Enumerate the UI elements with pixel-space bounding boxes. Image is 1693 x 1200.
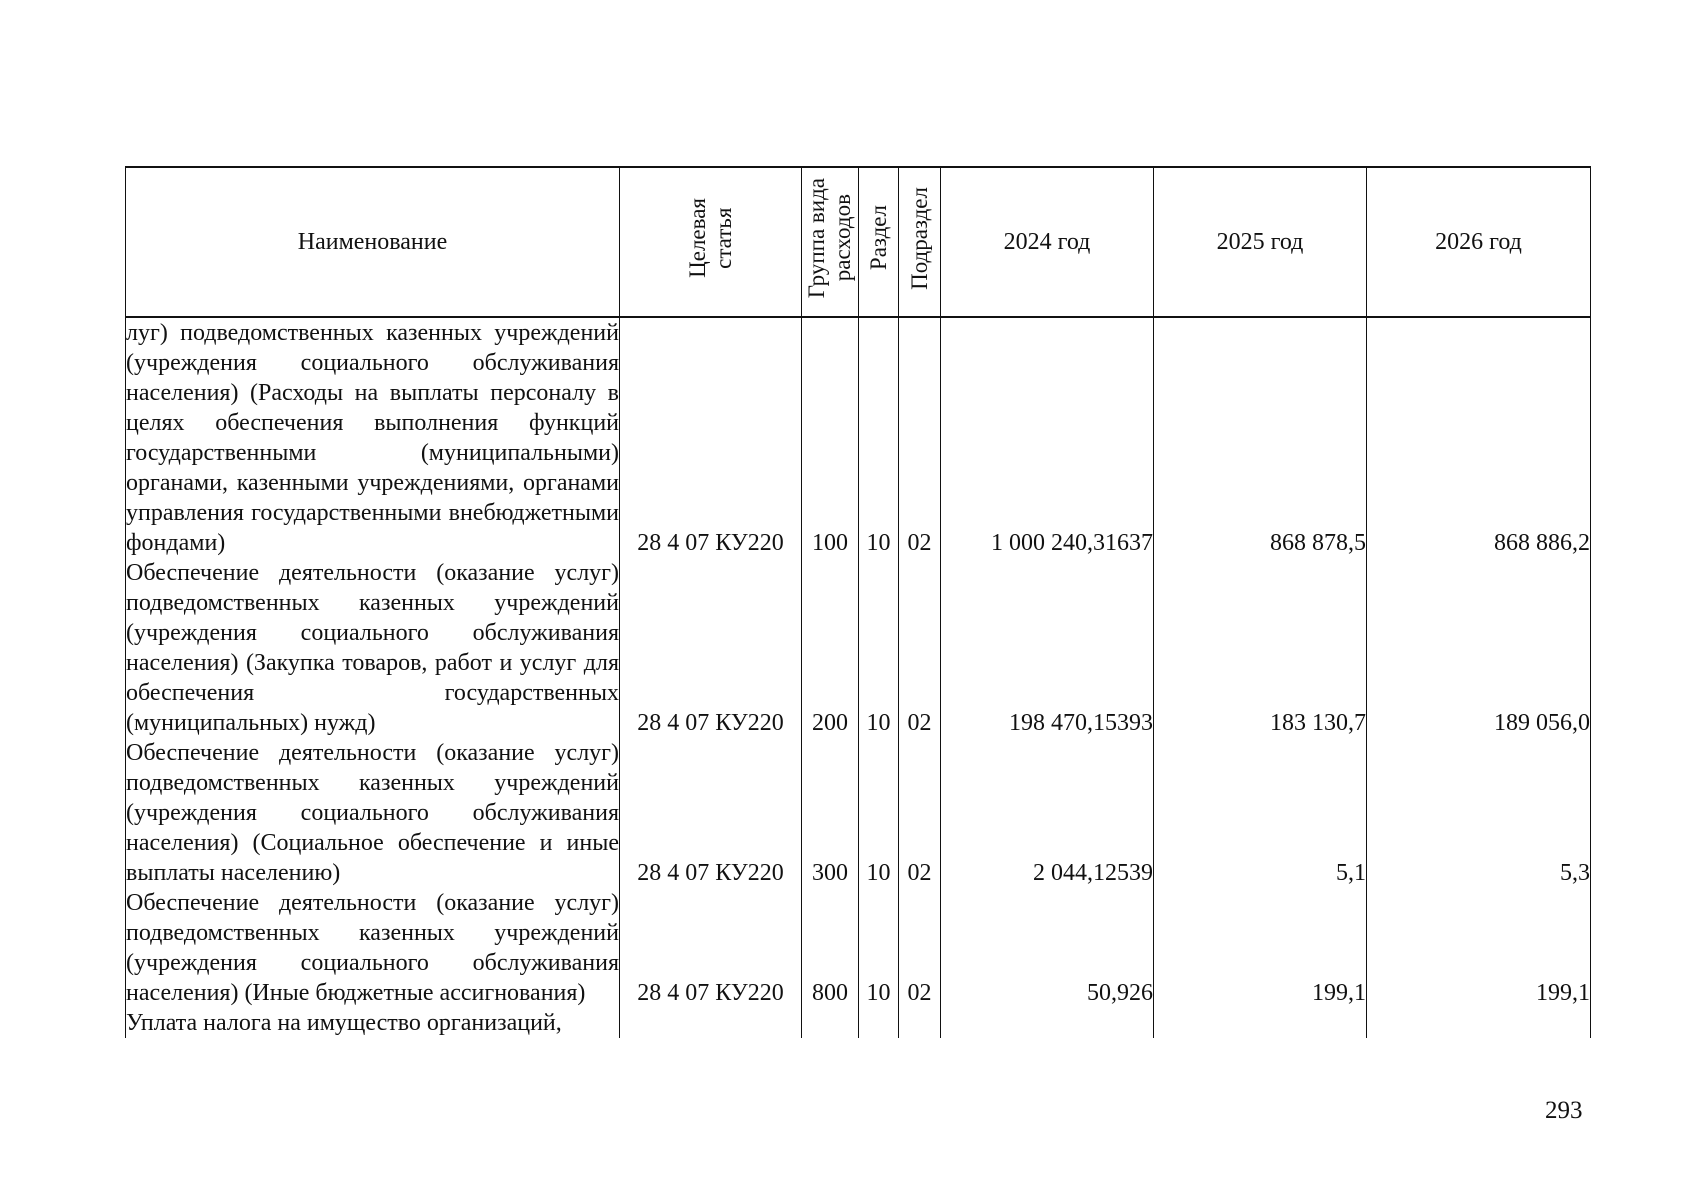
row-subsection: 02 xyxy=(899,888,941,1008)
table-header xyxy=(126,167,1591,317)
row-expense-group: 300 xyxy=(802,738,859,888)
row-value-2024: 2 044,12539 xyxy=(941,738,1154,888)
row-value-2024 xyxy=(941,1008,1154,1038)
header-target-article: Целевая статья xyxy=(620,167,802,317)
row-section: 10 xyxy=(859,558,899,738)
header-expense-group: Группа вида расходов xyxy=(802,167,859,317)
row-section xyxy=(859,1008,899,1038)
row-value-2024: 50,926 xyxy=(941,888,1154,1008)
row-subsection xyxy=(899,1008,941,1038)
header-section: Раздел xyxy=(859,167,899,317)
header-year-2025: 2025 год xyxy=(1154,167,1367,317)
table-row xyxy=(126,738,1591,888)
row-expense-group: 800 xyxy=(802,888,859,1008)
row-subsection: 02 xyxy=(899,317,941,558)
row-section: 10 xyxy=(859,888,899,1008)
row-target-article: 28 4 07 КУ220 xyxy=(620,317,802,558)
row-value-2025: 183 130,7 xyxy=(1154,558,1367,738)
table-row xyxy=(126,558,1591,738)
row-name: Обеспечение деятельности (оказание услуг) подведомственных казенных учреждений (учреждения социального обслуживания населения) (Иные бюджетные ассигнования) xyxy=(126,890,619,1006)
row-value-2026: 199,1 xyxy=(1367,888,1591,1008)
row-name: Обеспечение деятельности (оказание услуг) подведомственных казенных учреждений (учреждения социального обслуживания населения) (Социальное обеспечение и иные выплаты населению) xyxy=(126,740,619,886)
row-value-2025: 199,1 xyxy=(1154,888,1367,1008)
row-expense-group xyxy=(802,1008,859,1038)
row-target-article: 28 4 07 КУ220 xyxy=(620,558,802,738)
row-value-2026: 5,3 xyxy=(1367,738,1591,888)
row-subsection: 02 xyxy=(899,558,941,738)
row-value-2025: 868 878,5 xyxy=(1154,317,1367,558)
row-value-2025: 5,1 xyxy=(1154,738,1367,888)
row-name: Обеспечение деятельности (оказание услуг) подведомственных казенных учреждений (учреждения социального обслуживания населения) (Закупка товаров, работ и услуг для обеспечения государственных (муниципальных) нужд) xyxy=(126,560,619,736)
row-value-2026 xyxy=(1367,1008,1591,1038)
table-row xyxy=(126,317,1591,558)
row-name: Уплата налога на имущество организаций, xyxy=(126,1008,620,1038)
row-value-2025 xyxy=(1154,1008,1367,1038)
header-subsection: Подраздел xyxy=(899,167,941,317)
row-expense-group: 200 xyxy=(802,558,859,738)
row-section: 10 xyxy=(859,317,899,558)
row-value-2024: 198 470,15393 xyxy=(941,558,1154,738)
table-row xyxy=(126,888,1591,1008)
page-number: 293 xyxy=(1545,1097,1583,1124)
row-target-article: 28 4 07 КУ220 xyxy=(620,888,802,1008)
row-value-2024: 1 000 240,31637 xyxy=(941,317,1154,558)
row-subsection: 02 xyxy=(899,738,941,888)
row-target-article xyxy=(620,1008,802,1038)
row-target-article: 28 4 07 КУ220 xyxy=(620,738,802,888)
budget-table xyxy=(125,166,1591,1038)
row-value-2026: 189 056,0 xyxy=(1367,558,1591,738)
header-name: Наименование xyxy=(126,167,620,317)
row-value-2026: 868 886,2 xyxy=(1367,317,1591,558)
table-row-trailing xyxy=(126,1008,1591,1038)
row-name: луг) подведомственных казенных учреждений (учреждения социального обслуживания населения) (Расходы на выплаты персоналу в целях обеспечения выполнения функций государственными (муниципальными) органами, казенными учреждениями, органами управления государственными внебюджетными фондами) xyxy=(126,317,620,558)
row-section: 10 xyxy=(859,738,899,888)
header-year-2024: 2024 год xyxy=(941,167,1154,317)
row-expense-group: 100 xyxy=(802,317,859,558)
header-year-2026: 2026 год xyxy=(1367,167,1591,317)
